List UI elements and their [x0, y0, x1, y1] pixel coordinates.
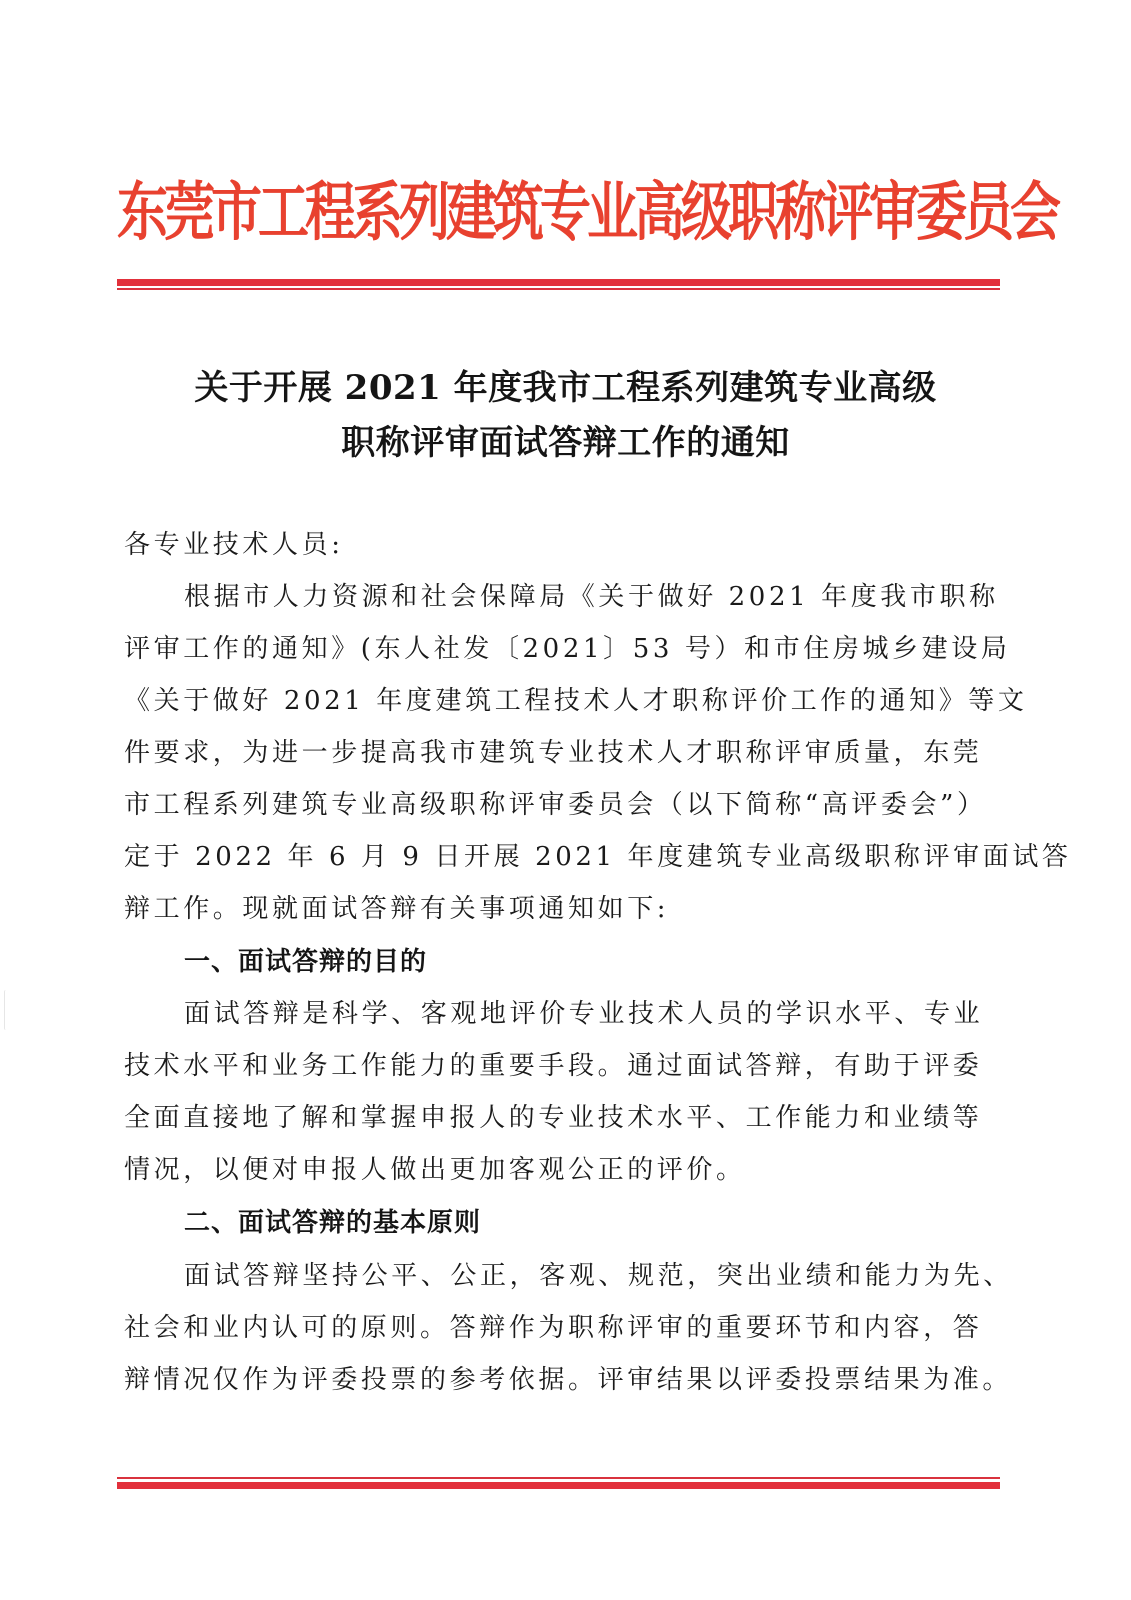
section-line: 辩情况仅作为评委投票的参考依据。评审结果以评委投票结果为准。: [124, 1365, 1013, 1395]
section-line: 全面直接地了解和掌握申报人的专业技术水平、工作能力和业绩等: [124, 1103, 983, 1133]
section-line: 面试答辩坚持公平、公正，客观、规范，突出业绩和能力为先、: [184, 1261, 1013, 1291]
intro-line: 辩工作。现就面试答辩有关事项通知如下:: [124, 894, 670, 924]
intro-line: 件要求，为进一步提高我市建筑专业技术人才职称评审质量，东莞: [124, 738, 983, 768]
section-heading-purpose: 一、面试答辩的目的: [184, 947, 428, 977]
section-line: 情况，以便对申报人做出更加客观公正的评价。: [124, 1155, 746, 1185]
section-heading-principles: 二、面试答辩的基本原则: [184, 1208, 482, 1238]
masthead-org-name: 东莞市工程系列建筑专业高级职称评审委员会: [117, 176, 1058, 251]
intro-line: 评审工作的通知》(东人社发〔2021〕53 号）和市住房城乡建设局: [124, 634, 1011, 664]
document-title-line-1: 关于开展 2021 年度我市工程系列建筑专业高级: [194, 368, 937, 408]
document-title-line-2: 职称评审面试答辩工作的通知: [341, 423, 790, 463]
section-line: 社会和业内认可的原则。答辩作为职称评审的重要环节和内容，答: [124, 1313, 983, 1343]
intro-line: 市工程系列建筑专业高级职称评审委员会（以下简称“高评委会”）: [124, 790, 987, 820]
section-line: 面试答辩是科学、客观地评价专业技术人员的学识水平、专业: [184, 999, 984, 1029]
salutation: 各专业技术人员:: [124, 530, 344, 560]
footer-rule-thick: [117, 1482, 1000, 1489]
footer-rule-thin: [117, 1477, 1000, 1479]
intro-line: 定于 2022 年 6 月 9 日开展 2021 年度建筑专业高级职称评审面试答: [124, 842, 1072, 872]
section-line: 技术水平和业务工作能力的重要手段。通过面试答辩，有助于评委: [124, 1051, 983, 1081]
intro-line: 《关于做好 2021 年度建筑工程技术人才职称评价工作的通知》等文: [124, 686, 1028, 716]
intro-line: 根据市人力资源和社会保障局《关于做好 2021 年度我市职称: [184, 582, 999, 612]
scan-edge-mark: [4, 990, 8, 1030]
masthead-rule-thick: [117, 279, 1000, 286]
masthead-rule-thin: [117, 288, 1000, 290]
